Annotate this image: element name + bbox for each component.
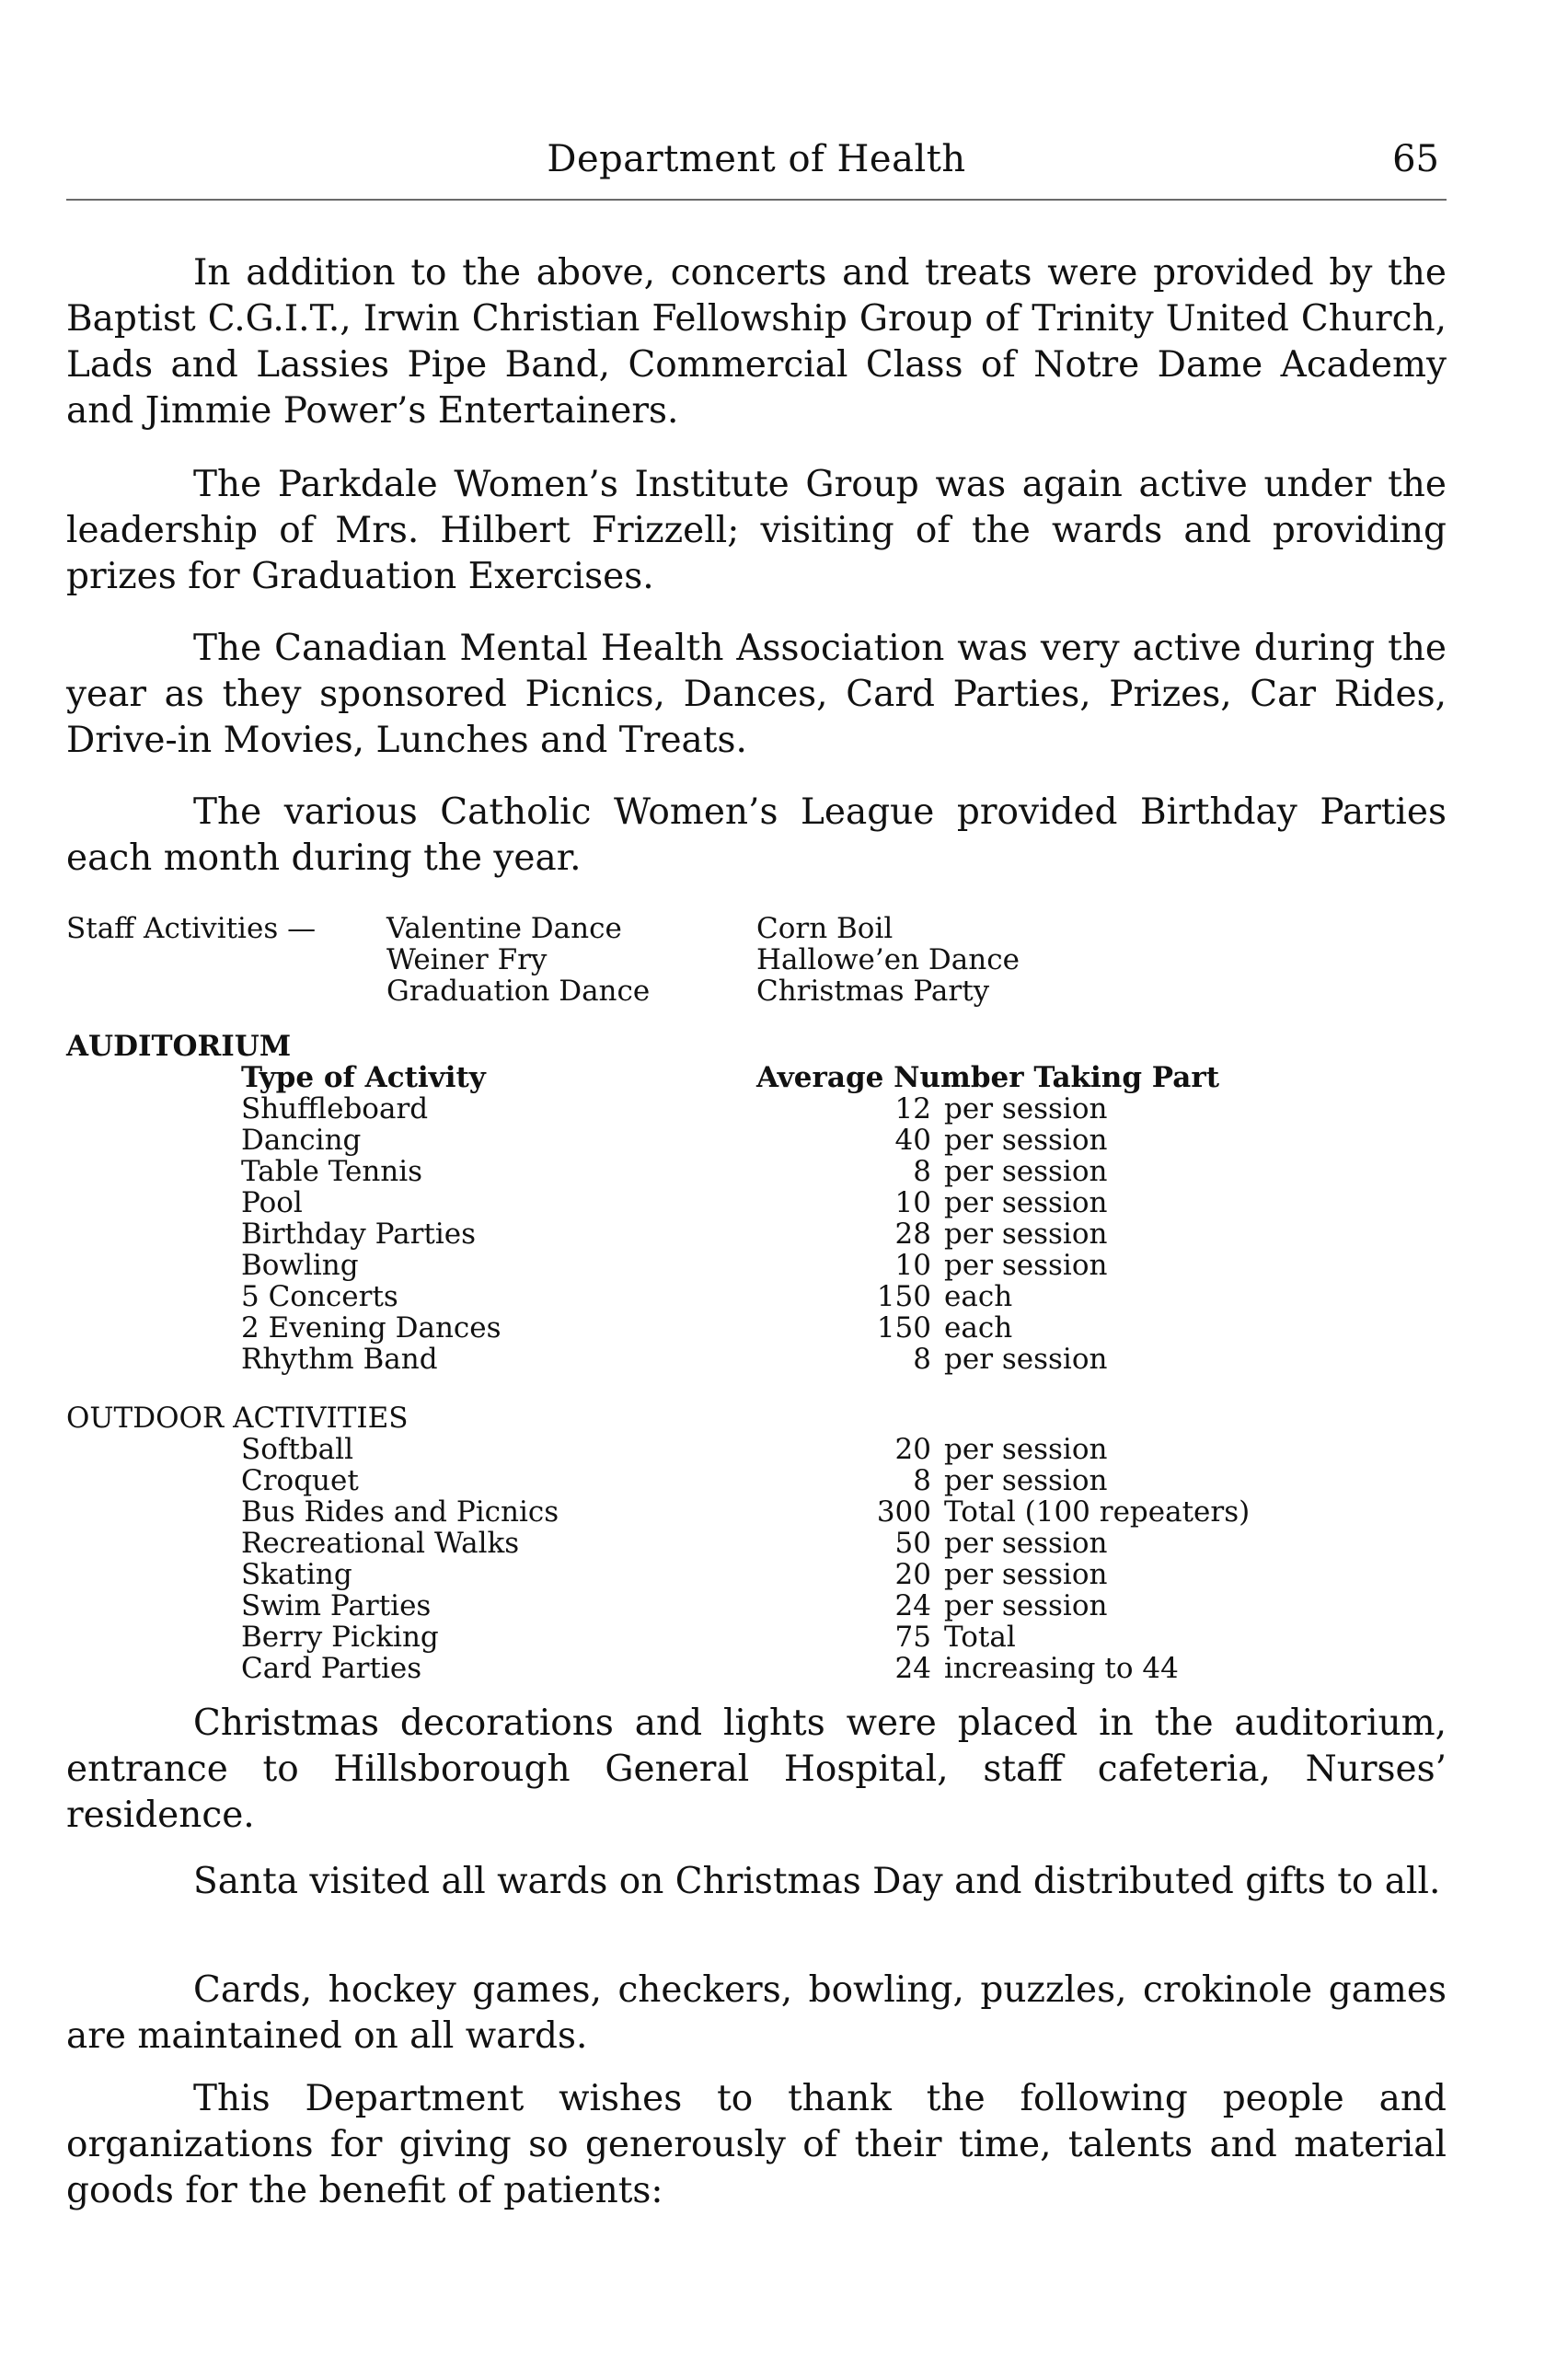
- page-number: 65: [1392, 138, 1439, 180]
- participation-row: [845, 1187, 1107, 1218]
- activity-name: Softball: [241, 1433, 353, 1466]
- activity-name: Card Parties: [241, 1652, 422, 1685]
- participation-unit: per session: [944, 1343, 1108, 1376]
- participation-count: 8: [913, 1464, 931, 1497]
- participation-unit: per session: [944, 1092, 1108, 1125]
- participation-count: 150: [876, 1311, 931, 1345]
- participation-row: [845, 1218, 1107, 1250]
- activity-name: Berry Picking: [241, 1621, 439, 1654]
- participation-row: [845, 1496, 1250, 1528]
- participation-count: 10: [894, 1249, 931, 1282]
- staff-activities-label: Staff Activities —: [66, 912, 317, 945]
- participation-unit: each: [944, 1280, 1013, 1313]
- activity-name: Bus Rides and Picnics: [241, 1495, 559, 1529]
- staff-activity: Weiner Fry: [386, 943, 548, 976]
- participation-unit: each: [944, 1311, 1013, 1345]
- participation-unit: Total (100 repeaters): [944, 1495, 1251, 1529]
- participation-count: 28: [894, 1218, 931, 1251]
- participation-unit: per session: [944, 1249, 1108, 1282]
- staff-activities-right-column: [756, 913, 1020, 1007]
- staff-activity: Corn Boil: [756, 912, 894, 945]
- participation-unit: Total: [944, 1621, 1016, 1654]
- participation-row: [845, 1250, 1107, 1281]
- activity-name: 2 Evening Dances: [241, 1311, 502, 1345]
- participation-unit: per session: [944, 1558, 1108, 1591]
- participation-unit: per session: [944, 1155, 1108, 1188]
- participation-count: 40: [894, 1124, 931, 1157]
- participation-count: 8: [913, 1343, 931, 1376]
- running-header: [66, 138, 1447, 190]
- paragraph-christmas-decorations: Christmas decorations and lights were placed in the auditorium, entrance to Hillsborough General Hospital, staff cafeteria, Nurses’ residence.: [66, 1702, 1447, 1836]
- activity-name: Dancing: [241, 1124, 362, 1157]
- participation-row: [845, 1125, 1107, 1156]
- participation-row: [845, 1653, 1250, 1684]
- participation-row: [845, 1528, 1250, 1559]
- paragraph-catholic-league: The various Catholic Women’s League provided Birthday Parties each month during the year.: [66, 791, 1447, 879]
- paragraph-santa: Santa visited all wards on Christmas Day and distributed gifts to all.: [193, 1861, 1441, 1902]
- participation-count: 50: [894, 1527, 931, 1560]
- paragraph-mental-health: The Canadian Mental Health Association was very active during the year as they sponsored Picnics, Dances, Card Parties, Prizes, Car Rides, Drive-in Movies, Lunches and Treats.: [66, 628, 1447, 761]
- participation-unit: per session: [944, 1589, 1108, 1622]
- outdoor-heading: OUTDOOR ACTIVITIES: [66, 1402, 409, 1435]
- auditorium-activity-column: [241, 1093, 502, 1375]
- participation-row: [845, 1281, 1107, 1312]
- participation-unit: per session: [944, 1527, 1108, 1560]
- column-header-number: Average Number Taking Part: [756, 1061, 1220, 1094]
- header-title: Department of Health: [547, 138, 966, 180]
- activity-name: 5 Concerts: [241, 1280, 398, 1313]
- activity-name: Pool: [241, 1186, 303, 1219]
- activity-name: Croquet: [241, 1464, 359, 1497]
- activity-name: Shuffleboard: [241, 1092, 429, 1125]
- staff-activity: Christmas Party: [756, 975, 990, 1008]
- participation-unit: per session: [944, 1186, 1108, 1219]
- activity-name: Table Tennis: [241, 1155, 423, 1188]
- outdoor-activity-column: [241, 1434, 559, 1684]
- participation-count: 150: [876, 1280, 931, 1313]
- staff-activity: Hallowe’en Dance: [756, 943, 1020, 976]
- participation-unit: increasing to 44: [944, 1652, 1179, 1685]
- participation-count: 24: [894, 1589, 931, 1622]
- staff-activities-left-column: [386, 913, 650, 1007]
- participation-row: [845, 1093, 1107, 1125]
- paragraph-concerts: In addition to the above, concerts and treats were provided by the Baptist C.G.I.T., Irwin Christian Fellowship Group of Trinity United Church, Lads and Lassies Pipe Band, Commercial Class of Notre Dame Academy and Jimmie Power’s Entertainers.: [66, 252, 1447, 432]
- participation-row: [845, 1622, 1250, 1653]
- paragraph-thanks: This Department wishes to thank the following people and organizations for giving so generously of their time, talents and material goods for the benefit of patients:: [66, 2078, 1447, 2211]
- activity-name: Bowling: [241, 1249, 359, 1282]
- participation-count: 24: [894, 1652, 931, 1685]
- activity-name: Recreational Walks: [241, 1527, 520, 1560]
- participation-count: 10: [894, 1186, 931, 1219]
- auditorium-number-column: [845, 1093, 1107, 1375]
- staff-activity: Valentine Dance: [386, 912, 622, 945]
- participation-row: [845, 1312, 1107, 1344]
- participation-count: 300: [876, 1495, 931, 1529]
- outdoor-number-column: [845, 1434, 1250, 1684]
- participation-row: [845, 1559, 1250, 1590]
- header-divider: [66, 199, 1447, 201]
- activity-name: Skating: [241, 1558, 352, 1591]
- participation-unit: per session: [944, 1433, 1108, 1466]
- participation-row: [845, 1156, 1107, 1187]
- participation-unit: per session: [944, 1464, 1108, 1497]
- participation-count: 20: [894, 1433, 931, 1466]
- participation-unit: per session: [944, 1218, 1108, 1251]
- participation-row: [845, 1344, 1107, 1375]
- staff-activity: Graduation Dance: [386, 975, 651, 1008]
- participation-count: 8: [913, 1155, 931, 1188]
- column-header-activity: Type of Activity: [241, 1061, 486, 1094]
- participation-unit: per session: [944, 1124, 1108, 1157]
- participation-count: 75: [894, 1621, 931, 1654]
- participation-count: 20: [894, 1558, 931, 1591]
- activity-name: Birthday Parties: [241, 1218, 477, 1251]
- participation-row: [845, 1465, 1250, 1496]
- activity-name: Swim Parties: [241, 1589, 432, 1622]
- paragraph-parkdale: The Parkdale Women’s Institute Group was again active under the leadership of Mrs. Hilbert Frizzell; visiting of the wards and providing prizes for Graduation Exercises.: [66, 464, 1447, 597]
- activity-name: Rhythm Band: [241, 1343, 438, 1376]
- participation-row: [845, 1434, 1250, 1465]
- participation-count: 12: [894, 1092, 931, 1125]
- paragraph-ward-games: Cards, hockey games, checkers, bowling, puzzles, crokinole games are maintained on all wards.: [66, 1969, 1447, 2057]
- participation-row: [845, 1590, 1250, 1622]
- auditorium-heading: AUDITORIUM: [66, 1030, 292, 1063]
